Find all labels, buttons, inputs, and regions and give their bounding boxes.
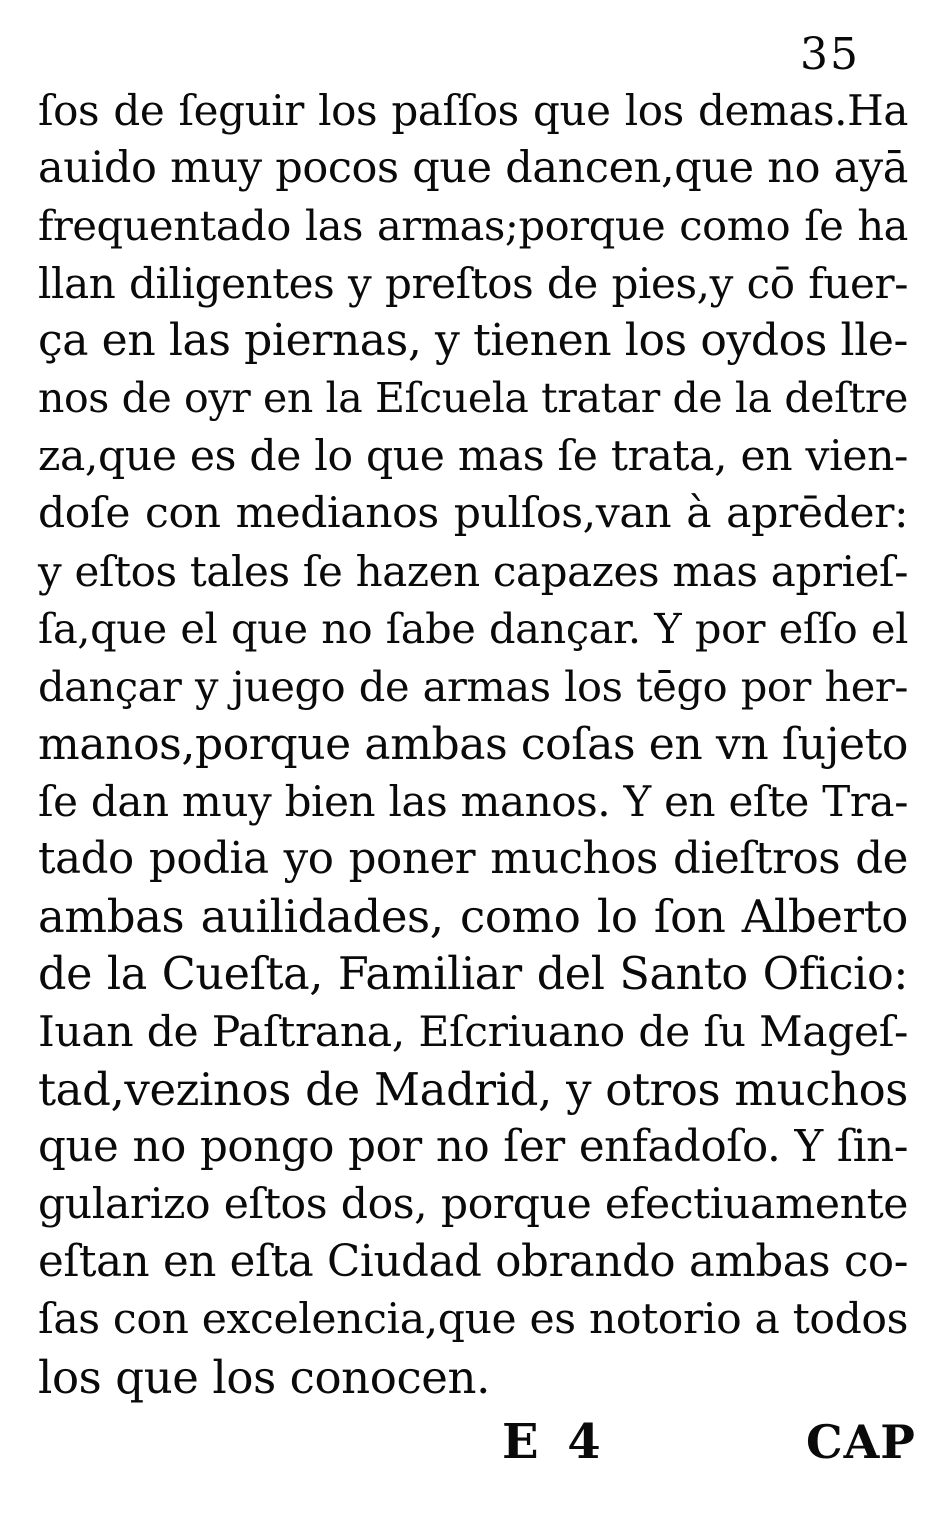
text-line: tad,vezinos de Madrid, y otros muchos [38, 1063, 908, 1117]
text-line: ſos de ſeguir los paſſos que los demas.Ha [38, 86, 908, 135]
text-line: doſe con medianos pulſos,van à aprēder: [38, 489, 908, 539]
text-line: y eſtos tales ſe hazen capazes mas aprieſ- [38, 546, 908, 596]
signature-mark: E 4 [502, 1414, 607, 1470]
text-line: frequentado las armas;porque como ſe ha [38, 201, 908, 251]
page-footer [0, 1410, 944, 1480]
text-line: dançar y juego de armas los tēgo por her- [38, 661, 908, 711]
text-line: ambas auilidades, como lo ſon Alberto [38, 890, 908, 944]
text-line: llan diligentes y preſtos de pies,y cō fuer- [38, 258, 908, 308]
text-line: tado podia yo poner muchos dieſtros de [38, 833, 908, 884]
text-line: auido muy pocos que dancen,que no ayā [38, 142, 908, 193]
text-line: Iuan de Paſtrana, Eſcriuano de ſu Mageſ- [38, 1007, 908, 1057]
catchword: CAP [806, 1415, 916, 1469]
text-line: ça en las piernas, y tienen los oydos lle- [38, 315, 908, 367]
text-line: ſas con excelencia,que es notorio a todos [38, 1295, 908, 1345]
text-line: za,que es de lo que mas ſe trata, en vien- [38, 431, 908, 481]
text-line: ſa,que el que no ſabe dançar. Y por eſſo el [38, 604, 908, 654]
text-line: manos,porque ambas coſas en vn ſujeto [38, 718, 908, 770]
text-line: los que los conocen. [38, 1351, 490, 1405]
text-line: que no pongo por no ſer enfadoſo. Y ſin- [38, 1121, 908, 1172]
text-line: eſtan en eſta Ciudad obrando ambas co- [38, 1236, 908, 1287]
body-text [38, 82, 908, 1407]
text-line: nos de oyr en la Eſcuela tratar de la deſtre [38, 373, 908, 422]
page-number: 35 [800, 29, 860, 80]
text-line: gularizo eſtos dos, porque efectiuamente [38, 1180, 908, 1230]
text-line: de la Cueſta, Familiar del Santo Oficio: [38, 948, 908, 1000]
text-line: ſe dan muy bien las manos. Y en eſte Tra- [38, 777, 908, 827]
